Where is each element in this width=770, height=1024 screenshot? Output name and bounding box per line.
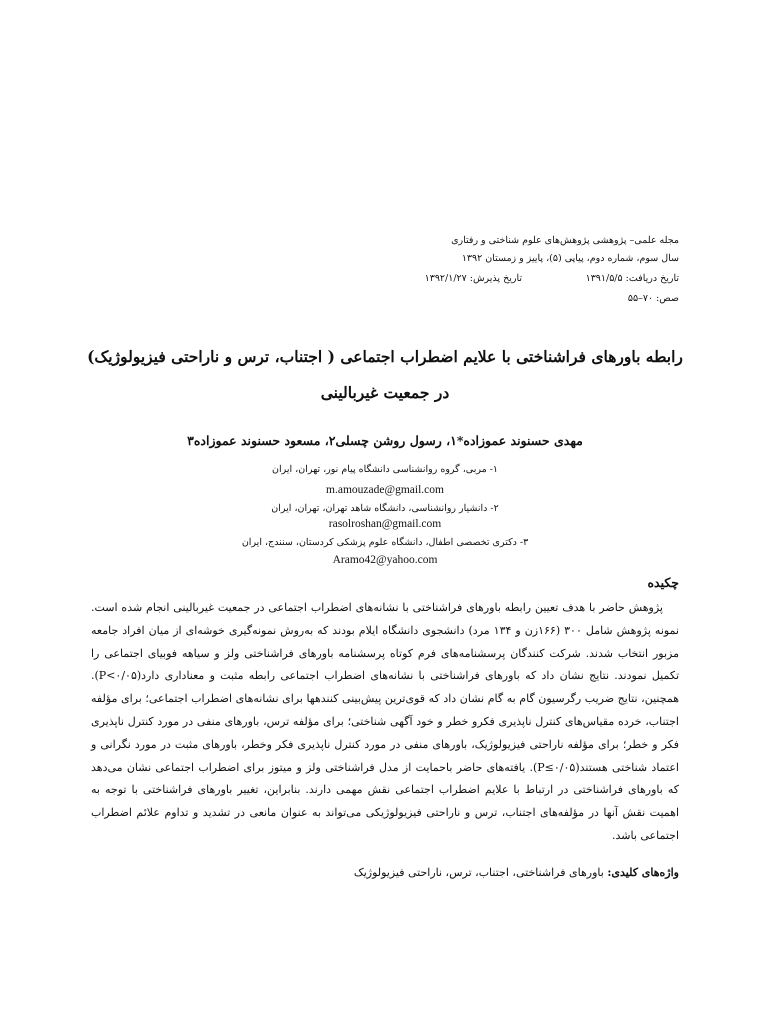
email-2[interactable]: rasolroshan@gmail.com (328, 518, 442, 530)
journal-pages: صص: ۷۰–۵۵ (627, 293, 679, 304)
affiliation-2: ۲- دانشیار روانشناسی، دانشگاه شاهد تهران، تهران، ایران (271, 503, 499, 514)
author-list: مهدی حسنوند عموزاده*۱، رسول روشن چسلی۲، مسعود حسنوند عموزاده۳ (187, 433, 583, 448)
journal-issue: سال سوم، شماره دوم، پیاپی (۵)، پاییز و زمستان ۱۳۹۲ (461, 253, 679, 264)
received-date: تاریخ دریافت: ۱۳۹۱/۵/۵ (585, 273, 679, 284)
paper-title-line2: در جمعیت غیربالینی (320, 383, 450, 402)
journal-name: مجله علمی– پژوهشی پژوهش‌های علوم شناختی و رفتاری (451, 235, 679, 246)
keywords-text: باورهای فراشناختی، اجتناب، ترس، ناراحتی فیزیولوژیک (353, 866, 604, 879)
abstract-heading: چکیده (647, 575, 679, 590)
email-3[interactable]: Aramo42@yahoo.com (332, 554, 438, 566)
affiliation-3: ۳- دکتری تخصصی اطفال، دانشگاه علوم پزشکی کردستان، سنندج، ایران (241, 537, 529, 548)
paper-title-line1: رابطه باورهای فراشناختی با علایم اضطراب اجتماعی ( اجتناب، ترس و ناراحتی فیزیولوژیک) (87, 347, 683, 366)
keywords-label: واژه‌های کلیدی: (607, 866, 679, 879)
keywords (91, 866, 679, 879)
journal-dates (379, 272, 679, 285)
affiliation-1: ۱- مربی، گروه روانشناسی دانشگاه پیام نور، تهران، ایران (271, 464, 499, 475)
abstract-body: پژوهش حاضر با هدف تعیین رابطه باورهای فراشناختی با نشانه‌های اضطراب اجتماعی در جمعیت غیربالینی انجام شده است. نمونه پژوهش شامل ۳۰۰ (۱۶۶زن و ۱۳۴ مرد) دانشجوی دانشگاه ایلام بودند که به‌روش نمونه‌گیری خوشه‌ای از میان افراد جامعه مزبور انتخاب شدند. شرکت کنندگان پرسشنامه‌های فرم کوتاه پرسشنامه باورهای فراشناختی ولز و سیاهه فوبیای اجتماعی را تکمیل نمودند. نتایج نشان داد که باورهای فراشناختی با نشانه‌های اضطراب اجتماعی رابطه مثبت و معناداری دارد(P<۰/۰۵). همچنین، نتایج ضریب رگرسیون گام به گام نشان داد که قوی‌ترین پیش‌بینی کنندهها برای نشانه‌های اضطراب اجتماعی؛ برای مؤلفه اجتناب، خرده مقیاس‌های کنترل ناپذیری فکرو خطر و خود آگهی شناختی؛ برای مؤلفه ترس، باورهای منفی در مورد کنترل ناپذیری فکر و خطر؛ برای مؤلفه ناراحتی فیزیولوژیک، باورهای منفی در مورد کنترل ناپذیری فکر وخطر، باورهای مثبت در مورد نگرانی و اعتماد شناختی هستند(P≤۰/۰۵). یافته‌های حاضر باحمایت از مدل فراشناختی ولز و میتوز برای اضطراب اجتماعی نشان می‌دهد که باورهای فراشناختی در ارتباط با علایم اضطراب اجتماعی نقش مهمی دارند. بنابراین، تغییر باورهای فراشناختی با توجه به اهمیت نقش آنها در مؤلفه‌های اجتناب، ترس و ناراحتی فیزیولوژیکی می‌تواند به عنوان مانعی در تشدید و تداوم علائم اضطراب اجتماعی باشد. (91, 601, 679, 842)
email-1[interactable]: m.amouzade@gmail.com (326, 484, 444, 496)
accepted-date: تاریخ پذیرش: ۱۳۹۲/۱/۲۷ (424, 273, 522, 284)
abstract (91, 597, 679, 848)
